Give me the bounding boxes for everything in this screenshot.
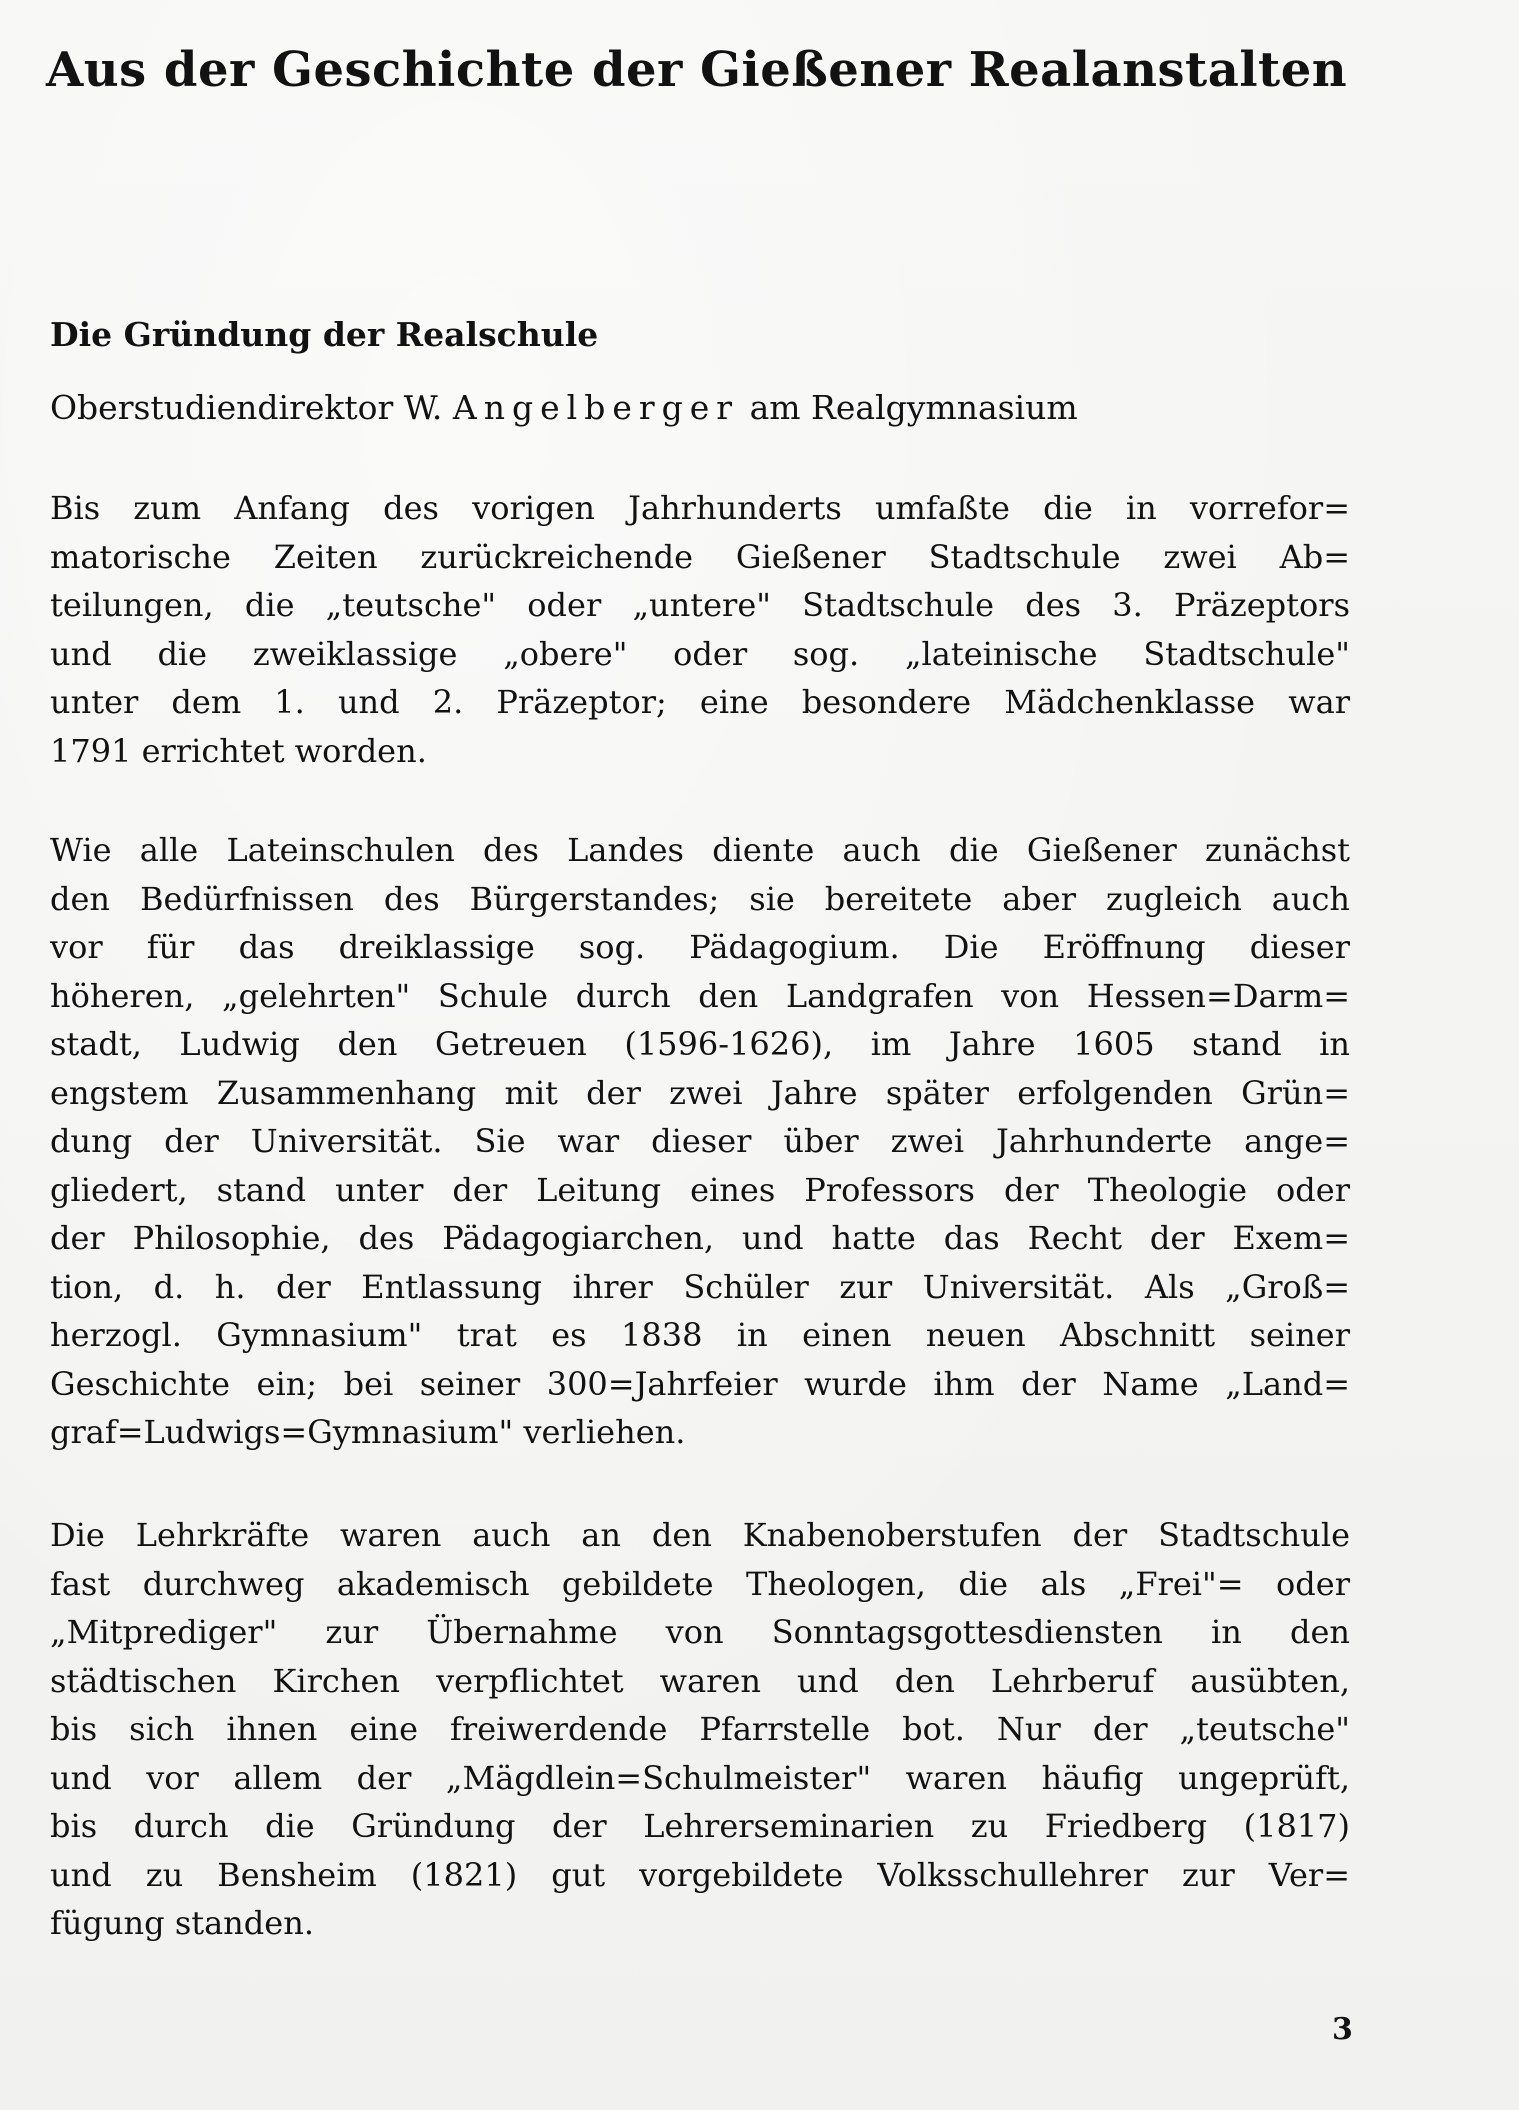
- paragraph-line: und zu Bensheim (1821) gut vorgebildete Volksschullehrer zur Ver=: [50, 1855, 1350, 1894]
- section-heading: Die Gründung der Realschule: [50, 315, 599, 354]
- paragraph-line: städtischen Kirchen verpflichtet waren und den Lehrberuf ausübten,: [50, 1661, 1350, 1700]
- paragraph-1: [50, 484, 1350, 775]
- paragraph-line: tion, d. h. der Entlassung ihrer Schüler zur Universität. Als „Groß=: [50, 1267, 1350, 1306]
- paragraph-line: bis durch die Gründung der Lehrerseminarien zu Friedberg (1817): [50, 1807, 1350, 1845]
- paragraph-line: dung der Universität. Sie war dieser über zwei Jahrhunderte ange=: [50, 1122, 1350, 1160]
- paragraph-2: [50, 826, 1350, 1457]
- page-number: 3: [1332, 2012, 1353, 2047]
- paragraph-line: graf=Ludwigs=Gymnasium" verliehen.: [50, 1413, 686, 1451]
- paragraph-line: unter dem 1. und 2. Präzeptor; eine besondere Mädchenklasse war: [50, 683, 1350, 721]
- paragraph-line: vor für das dreiklassige sog. Pädagogium. Die Eröffnung dieser: [50, 928, 1350, 966]
- paragraph-line: fast durchweg akademisch gebildete Theologen, die als „Frei"= oder: [50, 1564, 1350, 1603]
- author-byline: [50, 383, 1078, 433]
- paragraph-line: fügung standen.: [50, 1904, 314, 1942]
- paragraph-line: gliedert, stand unter der Leitung eines Professors der Theologie oder: [50, 1170, 1350, 1209]
- paragraph-line: Bis zum Anfang des vorigen Jahrhunderts umfaßte die in vorrefor=: [50, 489, 1350, 527]
- paragraph-line: der Philosophie, des Pädagogiarchen, und hatte das Recht der Exem=: [50, 1219, 1350, 1257]
- paragraph-line: „Mitprediger" zur Übernahme von Sonntagsgottesdiensten in den: [50, 1613, 1350, 1651]
- paragraph-line: stadt, Ludwig den Getreuen (1596-1626), im Jahre 1605 stand in: [50, 1025, 1350, 1063]
- paragraph-line: teilungen, die „teutsche" oder „untere" Stadtschule des 3. Präzeptors: [50, 586, 1350, 624]
- paragraph-line: Die Lehrkräfte waren auch an den Knabenoberstufen der Stadtschule: [50, 1516, 1350, 1554]
- paragraph-line: höheren, „gelehrten" Schule durch den Landgrafen von Hessen=Darm=: [50, 976, 1350, 1015]
- paragraph-line: Wie alle Lateinschulen des Landes diente auch die Gießener zunächst: [50, 831, 1350, 869]
- paragraph-line: bis sich ihnen eine freiwerdende Pfarrstelle bot. Nur der „teutsche": [50, 1710, 1350, 1748]
- paragraph-line: und die zweiklassige „obere" oder sog. „lateinische Stadtschule": [50, 634, 1350, 673]
- paragraph-line: herzogl. Gymnasium" trat es 1838 in einen neuen Abschnitt seiner: [50, 1316, 1350, 1354]
- paragraph-line: Geschichte ein; bei seiner 300=Jahrfeier wurde ihm der Name „Land=: [50, 1364, 1350, 1403]
- byline-author-name: Angelberger: [452, 388, 740, 427]
- paragraph-line: und vor allem der „Mägdlein=Schulmeister" waren häufig ungeprüft,: [50, 1758, 1350, 1797]
- paragraph-3: [50, 1511, 1350, 1948]
- paragraph-line: engstem Zusammenhang mit der zwei Jahre später erfolgenden Grün=: [50, 1073, 1350, 1112]
- paragraph-line: den Bedürfnissen des Bürgerstandes; sie bereitete aber zugleich auch: [50, 879, 1350, 918]
- paragraph-line: 1791 errichtet worden.: [50, 731, 427, 770]
- byline-suffix: am Realgymnasium: [749, 388, 1078, 427]
- page-title: Aus der Geschichte der Gießener Realanstalten: [46, 42, 1348, 98]
- byline-prefix: Oberstudiendirektor W.: [50, 388, 443, 427]
- paragraph-line: matorische Zeiten zurückreichende Gießener Stadtschule zwei Ab=: [50, 537, 1350, 576]
